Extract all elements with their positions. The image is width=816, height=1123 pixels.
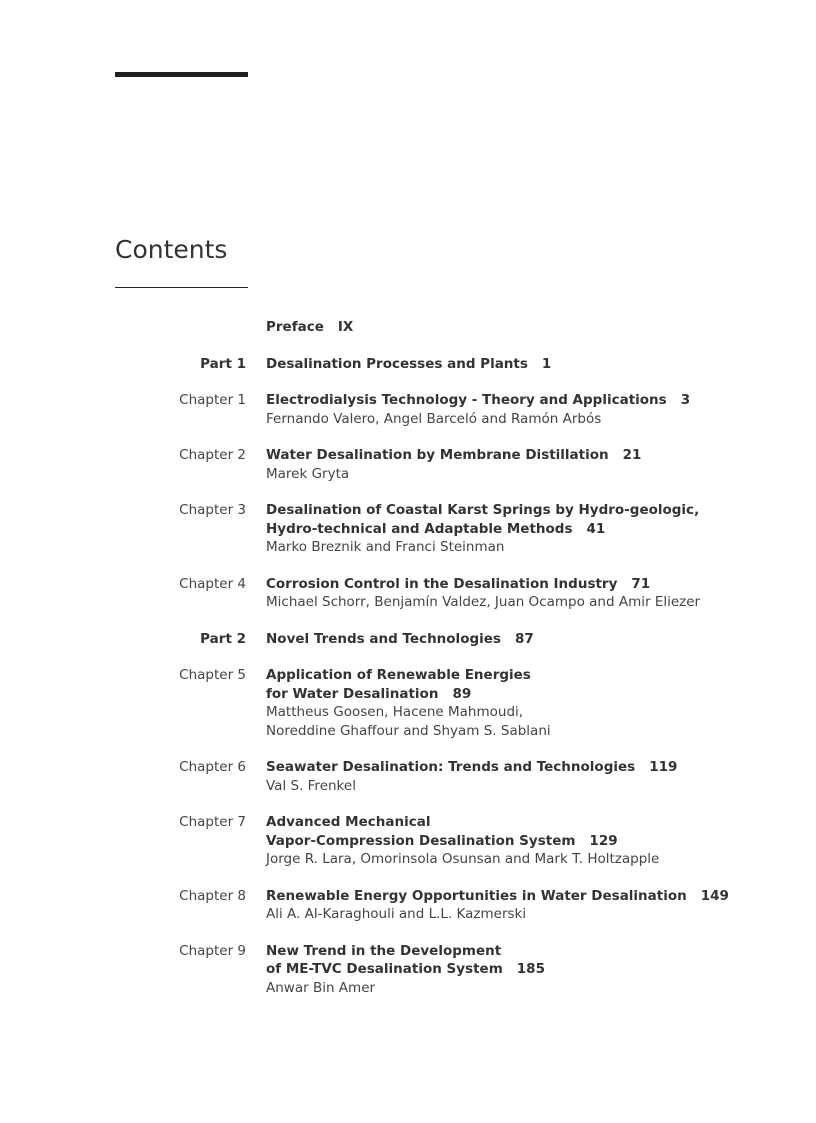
entry-label: Chapter 6 (179, 759, 246, 775)
entry-title: Desalination Processes and Plants (266, 355, 528, 372)
entry-page: 87 (514, 630, 534, 647)
entry-authors: Michael Schorr, Benjamín Valdez, Juan Ocampo and Amir Eliezer (266, 594, 701, 610)
entry-label: Chapter 3 (179, 502, 246, 518)
entry-authors: Jorge R. Lara, Omorinsola Osunsan and Mark T. Holtzapple (266, 851, 660, 867)
entry-title: Novel Trends and Technologies (266, 630, 501, 647)
table-of-contents (0, 318, 816, 1015)
toc-entry-chapter-7[interactable] (0, 813, 816, 869)
entry-title: Preface (266, 319, 324, 335)
entry-page: 21 (622, 447, 642, 463)
toc-entry-chapter-4[interactable] (0, 575, 816, 612)
entry-label: Chapter 4 (179, 575, 246, 592)
entry-label: Chapter 9 (179, 942, 246, 959)
entry-authors: Anwar Bin Amer (266, 979, 376, 996)
title-underline (115, 287, 248, 288)
entry-label: Chapter 2 (179, 447, 246, 463)
entry-authors: Fernando Valero, Angel Barceló and Ramón Arbós (266, 410, 602, 427)
entry-page: 89 (452, 685, 472, 702)
toc-entry-chapter-2[interactable] (0, 446, 816, 483)
entry-page: 119 (649, 759, 678, 775)
toc-entry-chapter-6[interactable] (0, 758, 816, 795)
entry-authors: Mattheus Goosen, Hacene Mahmoudi, Noreddine Ghaffour and Shyam S. Sablani (266, 704, 551, 739)
entry-label: Chapter 1 (179, 392, 246, 408)
entry-label: Chapter 5 (179, 667, 246, 683)
entry-page: 1 (541, 355, 552, 372)
toc-entry-chapter-1[interactable] (0, 391, 816, 428)
entry-title: Electrodialysis Technology - Theory and Applications (266, 392, 667, 408)
toc-entry-chapter-5[interactable] (0, 666, 816, 740)
entry-authors: Ali A. Al-Karaghouli and L.L. Kazmerski (266, 906, 527, 922)
entry-title: Corrosion Control in the Desalination Industry (266, 575, 618, 592)
toc-entry-part-2[interactable] (0, 630, 816, 649)
entry-authors: Marek Gryta (266, 465, 350, 482)
toc-entry-chapter-3[interactable] (0, 501, 816, 557)
entry-title: Advanced Mechanical Vapor-Compression Desalination System (266, 814, 576, 849)
entry-title: Renewable Energy Opportunities in Water Desalination (266, 887, 687, 904)
page-title: Contents (115, 235, 228, 264)
entry-title: Application of Renewable Energies for Water Desalination (266, 667, 531, 702)
entry-title: New Trend in the Development of ME-TVC Desalination System (266, 942, 503, 977)
entry-page: 185 (516, 961, 545, 977)
entry-title: Seawater Desalination: Trends and Technologies (266, 759, 636, 775)
toc-entry-preface[interactable] (0, 318, 816, 337)
entry-label: Chapter 8 (179, 887, 246, 904)
toc-entry-chapter-9[interactable] (0, 942, 816, 998)
entry-title: Water Desalination by Membrane Distillation (266, 447, 609, 463)
entry-authors: Val S. Frenkel (266, 777, 356, 794)
top-rule (115, 72, 248, 77)
entry-label: Chapter 7 (179, 814, 246, 830)
entry-authors: Marko Breznik and Franci Steinman (266, 539, 505, 555)
entry-page: IX (337, 319, 354, 335)
entry-title: Desalination of Coastal Karst Springs by Hydro-geologic, Hydro-technical and Adaptable Methods (266, 502, 700, 537)
entry-label: Part 2 (200, 630, 246, 647)
toc-entry-part-1[interactable] (0, 355, 816, 374)
toc-entry-chapter-8[interactable] (0, 887, 816, 924)
entry-page: 129 (589, 832, 618, 849)
entry-page: 3 (680, 392, 691, 408)
entry-page: 149 (700, 887, 729, 904)
entry-label: Part 1 (200, 355, 246, 372)
entry-page: 41 (586, 520, 606, 537)
entry-page: 71 (631, 575, 651, 592)
